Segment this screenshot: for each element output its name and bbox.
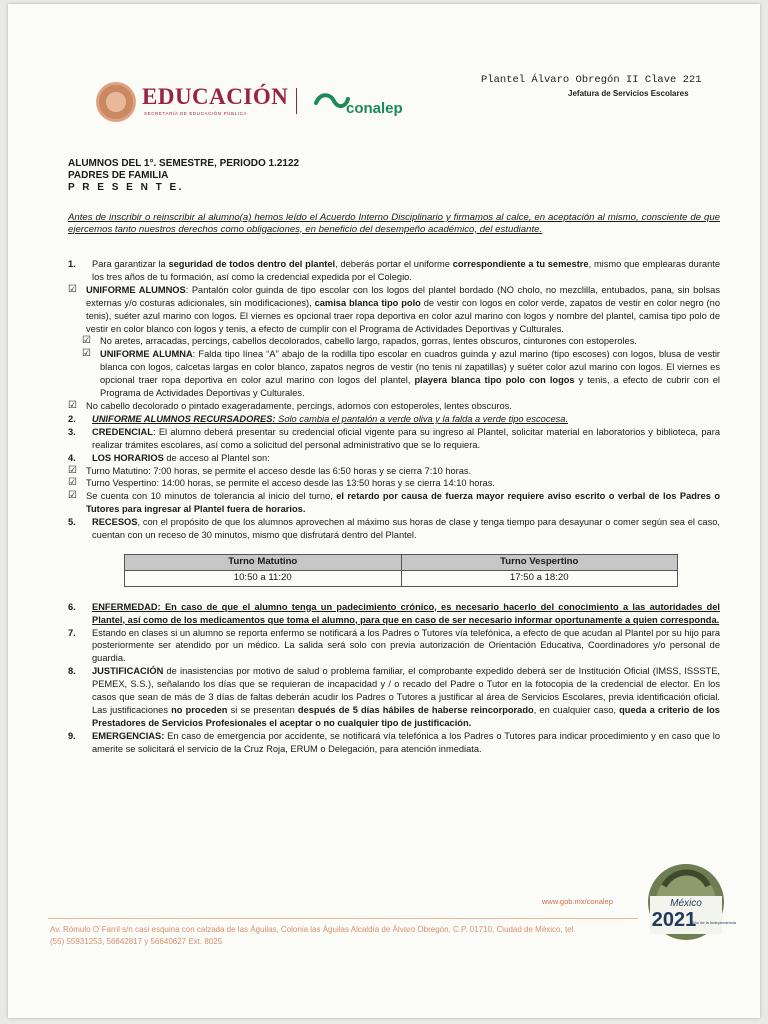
text-run: , en cualquier caso, bbox=[533, 705, 620, 715]
footer-divider bbox=[48, 918, 638, 919]
text-run: y tenis, a efecto de cubrir con el Programa de Actividades Deportivas y Culturales. bbox=[100, 375, 720, 399]
text-run: No cabello decolorado o pintado exageradamente, percings, adornos con estoperoles, lentes obscuros. bbox=[86, 400, 512, 411]
text-run: camisa blanca tipo polo bbox=[314, 297, 421, 308]
checkbox-checked-icon: ☑ bbox=[68, 464, 77, 476]
addressee-line-2: PADRES DE FAMILIA bbox=[68, 170, 169, 181]
text-run: : El alumno deberá presentar su credencial oficial vigente para su ingreso al Plantel, solicitar material en laboratorios y biblioteca, para realizar trámites escolares, así como a solicitud del personal administrativo que se lo requiera. bbox=[92, 426, 720, 450]
rule-number: 8. bbox=[68, 666, 76, 677]
secretaria-text: SECRETARÍA DE EDUCACIÓN PÚBLICA bbox=[144, 111, 248, 116]
text-run: no proceden bbox=[171, 705, 228, 715]
text-run: RECESOS bbox=[92, 517, 138, 528]
footer-website: www.gob.mx/conalep bbox=[542, 897, 613, 906]
text-run: Turno Matutino: 7:00 horas, se permite el acceso desde las 6:50 horas y se cierra 7:10 horas. bbox=[86, 465, 472, 476]
text-run: Para garantizar la bbox=[92, 259, 169, 269]
checkbox-checked-icon: ☑ bbox=[68, 399, 77, 411]
checkbox-checked-icon: ☑ bbox=[82, 348, 91, 360]
mexico-seal-icon bbox=[96, 82, 136, 122]
horario-matutino bbox=[68, 465, 720, 478]
horario-vespertino bbox=[68, 477, 720, 490]
text-run: UNIFORME ALUMNOS bbox=[86, 284, 186, 295]
rule-5 bbox=[68, 516, 720, 542]
emblem-subtitle-text: Año de la Independencia bbox=[691, 920, 737, 925]
intro-paragraph: Antes de inscribir o reinscribir al alumno(a) hemos leído el Acuerdo Interno Disciplinario y firmamos al calce, en aceptación al mismo, consciente de que ejercemos tanto nuestros derechos como obligaciones, en beneficio del desempeño académico, del estudiante. bbox=[68, 212, 720, 235]
text-run: LOS HORARIOS bbox=[92, 452, 164, 463]
text-run: , deberás portar el uniforme bbox=[335, 259, 453, 269]
checkbox-checked-icon: ☑ bbox=[68, 283, 77, 295]
text-run: CREDENCIAL bbox=[92, 426, 153, 437]
rule-number: 7. bbox=[68, 627, 76, 638]
text-run: : En caso de que el alumno tenga un padecimiento crónico, es necesario hacerlo del conocimiento a las autoridades del Plantel, así como de los medicamentos que toma el alumno, para que en caso de ser necesario informar oportunamente a quien corresponda. bbox=[92, 601, 720, 625]
text-run: ENFERMEDAD bbox=[92, 601, 158, 612]
text-run: de acceso al Plantel son: bbox=[163, 452, 270, 463]
mexico-2021-emblem-icon bbox=[644, 856, 737, 946]
rules-list bbox=[68, 258, 720, 756]
text-run: Estando en clases si un alumno se reporta enfermo se notificará a los Padres o Tutores vía telefónica, a efecto de que acudan al Plantel por su hijo para posteriormente ser atendido por un médico. La salida será solo con previa autorización de Orientación Educativa, Coordinadores y/o personal de guardia. bbox=[92, 627, 720, 664]
uniforme-alumnos bbox=[68, 284, 720, 336]
text-run: : Pantalón color guinda de tipo escolar con los logos del plantel bordado (NO cholo, no mezclilla, entubados, pana, sin bolsas externas y/o costuras adicionales, sin modificaciones), bbox=[86, 284, 720, 308]
text-run: playera blanca tipo polo con logos bbox=[414, 375, 575, 386]
text-run: : Falda tipo línea “A” abajo de la rodilla tipo escolar en cuadros guinda y azul marino (tipo escoses) con logos, blusa de vestir blanca con logos, calcetas largas en color blanco, zapatos negros de vestir (no tenis ni zapatillas) y suéter color azul marino con logos. El viernes es opcional traer ropa deportiva en color azul marino con logos del plantel, bbox=[100, 349, 720, 386]
rule-number: 4. bbox=[68, 452, 76, 463]
conalep-logo-text: conalep bbox=[346, 100, 403, 117]
rule-number: 9. bbox=[68, 730, 76, 741]
uniforme-alumna bbox=[68, 348, 720, 400]
text-run: No aretes, arracadas, percings, cabellos decolorados, cabello largo, rapados, gorras, lentes obscuros, cinturones con estoperoles. bbox=[100, 336, 637, 347]
rule-number: 6. bbox=[68, 601, 76, 612]
text-run: Se cuenta con 10 minutos de tolerancia al inicio del turno, bbox=[86, 491, 337, 502]
uniforme-alumnos-restrictions bbox=[68, 335, 720, 348]
rule-number: 2. bbox=[68, 413, 76, 424]
recess-header-matutino: Turno Matutino bbox=[125, 554, 402, 570]
emblem-year-text: 2021 bbox=[651, 909, 697, 931]
recess-value-matutino: 10:50 a 11:20 bbox=[125, 570, 402, 586]
rule-8 bbox=[68, 665, 720, 730]
rule-9 bbox=[68, 730, 720, 756]
horario-tolerancia bbox=[68, 490, 720, 516]
checkbox-checked-icon: ☑ bbox=[82, 335, 91, 347]
uniforme-alumna-restrictions bbox=[68, 400, 720, 413]
text-run: UNIFORME ALUMNA bbox=[100, 349, 193, 360]
text-run: si se presentan bbox=[227, 705, 298, 715]
text-run: después de 5 días hábiles de haberse reincorporado bbox=[297, 705, 534, 715]
checkbox-checked-icon: ☑ bbox=[68, 477, 77, 489]
rule-3 bbox=[68, 426, 720, 452]
rule-number: 3. bbox=[68, 426, 76, 437]
footer-address-line-2: (55) 55931253, 56642817 y 56640627 Ext. 8025 bbox=[50, 937, 223, 946]
rule-2 bbox=[68, 413, 720, 426]
text-run: de inasistencias por motivo de salud o problema familiar, el comprobante expedido deberá ser de Institución Oficial (IMSS, ISSSTE, PEMEX, S.S.), señalando los días que se requieran de incapacidad y / o recado del Padre o Tutor en la fotocopia de la credencial de elector. En los casos que sean de más de 3 días de faltas deberán acudir los Padres o Tutores a justificar al área de Servicios Escolares, previa identificación oficial. Las justificaciones bbox=[92, 666, 720, 715]
rule-1 bbox=[68, 258, 720, 284]
text-run: , mismo que emplearas durante los tres años de tu formación, así como la credencial expedida por el Colegio. bbox=[92, 259, 721, 282]
plantel-name: Plantel Álvaro Obregón II Clave 221 bbox=[481, 74, 702, 86]
rule-7 bbox=[68, 627, 720, 666]
text-run: seguridad de todos dentro del plantel bbox=[168, 259, 336, 269]
text-run: Turno Vespertino: 14:00 horas, se permite el acceso desde las 13:50 horas y se cierra 14:10 horas. bbox=[86, 478, 495, 489]
recess-table bbox=[124, 554, 678, 587]
text-run: correspondiente a tu semestre bbox=[452, 259, 589, 269]
jefatura-name: Jefatura de Servicios Escolares bbox=[568, 89, 689, 98]
rule-number: 1. bbox=[68, 259, 76, 269]
text-run: , con el propósito de que los alumnos aprovechen al máximo sus horas de clase y tenga tiempo para desayunar o comer según sea el caso, cuentan con un receso de 30 minutos, mismo que disfrutará dentro del Plantel. bbox=[92, 517, 720, 541]
text-run: JUSTIFICACIÓN bbox=[92, 666, 164, 677]
educacion-logo-text: EDUCACIÓN bbox=[142, 84, 289, 109]
footer-address-line-1: Av. Rómulo O´Farril s/n casi esquina con calzada de las Águilas, Colonia las Águilas Alcaldía de Álvaro Obregón, C.P. 01710, Ciudad de México, tel. bbox=[50, 925, 576, 934]
recess-value-vespertino: 17:50 a 18:20 bbox=[401, 570, 678, 586]
text-run: Solo cambia el pantalón a verde oliva y la falda a verde tipo escocesa. bbox=[275, 413, 569, 424]
emblem-mexico-text: México bbox=[670, 898, 702, 909]
rule-6 bbox=[68, 601, 720, 627]
footer-address bbox=[50, 924, 650, 948]
text-run: UNIFORME ALUMNOS RECURSADORES: bbox=[92, 413, 276, 424]
text-run: En caso de emergencia por accidente, se notificará vía telefónica a los Padres o Tutores para indicar procedimiento y en caso que lo amerite se solicitará el servicio de la Cruz Roja, ERUM o Delegación, para atención inmediata. bbox=[92, 730, 720, 754]
text-run: el retardo por causa de fuerza mayor requiere aviso escrito o verbal de los Padres o Tutores para ingresar al Plantel fuera de horarios. bbox=[86, 491, 720, 515]
text-run: de vestir con logos en color verde, zapatos de vestir en color negro (no tenis), suéter azul marino con logos. El viernes es opcional traer ropa deportiva en color azul marino con logos y nombre del plantel, camisa tipo polo de vestir en color blanco con logos y tenis, a efecto de cumplir con el Programa de Actividades Deportivas y Culturales. bbox=[86, 297, 720, 334]
rule-4 bbox=[68, 452, 720, 465]
addressee-line-3: P R E S E N T E. bbox=[68, 182, 184, 193]
checkbox-checked-icon: ☑ bbox=[68, 490, 77, 502]
recess-header-vespertino: Turno Vespertino bbox=[401, 554, 678, 570]
logo-divider bbox=[296, 88, 297, 114]
text-run: EMERGENCIAS: bbox=[92, 730, 165, 741]
addressee-block bbox=[68, 158, 299, 194]
text-run: queda a criterio de los Prestadores de Servicios Profesionales el aceptar o no cualquier tipo de justificación. bbox=[92, 705, 720, 728]
addressee-line-1: ALUMNOS DEL 1°. SEMESTRE, PERIODO 1.2122 bbox=[68, 158, 300, 169]
document-page bbox=[8, 4, 760, 1018]
rule-number: 5. bbox=[68, 517, 76, 528]
